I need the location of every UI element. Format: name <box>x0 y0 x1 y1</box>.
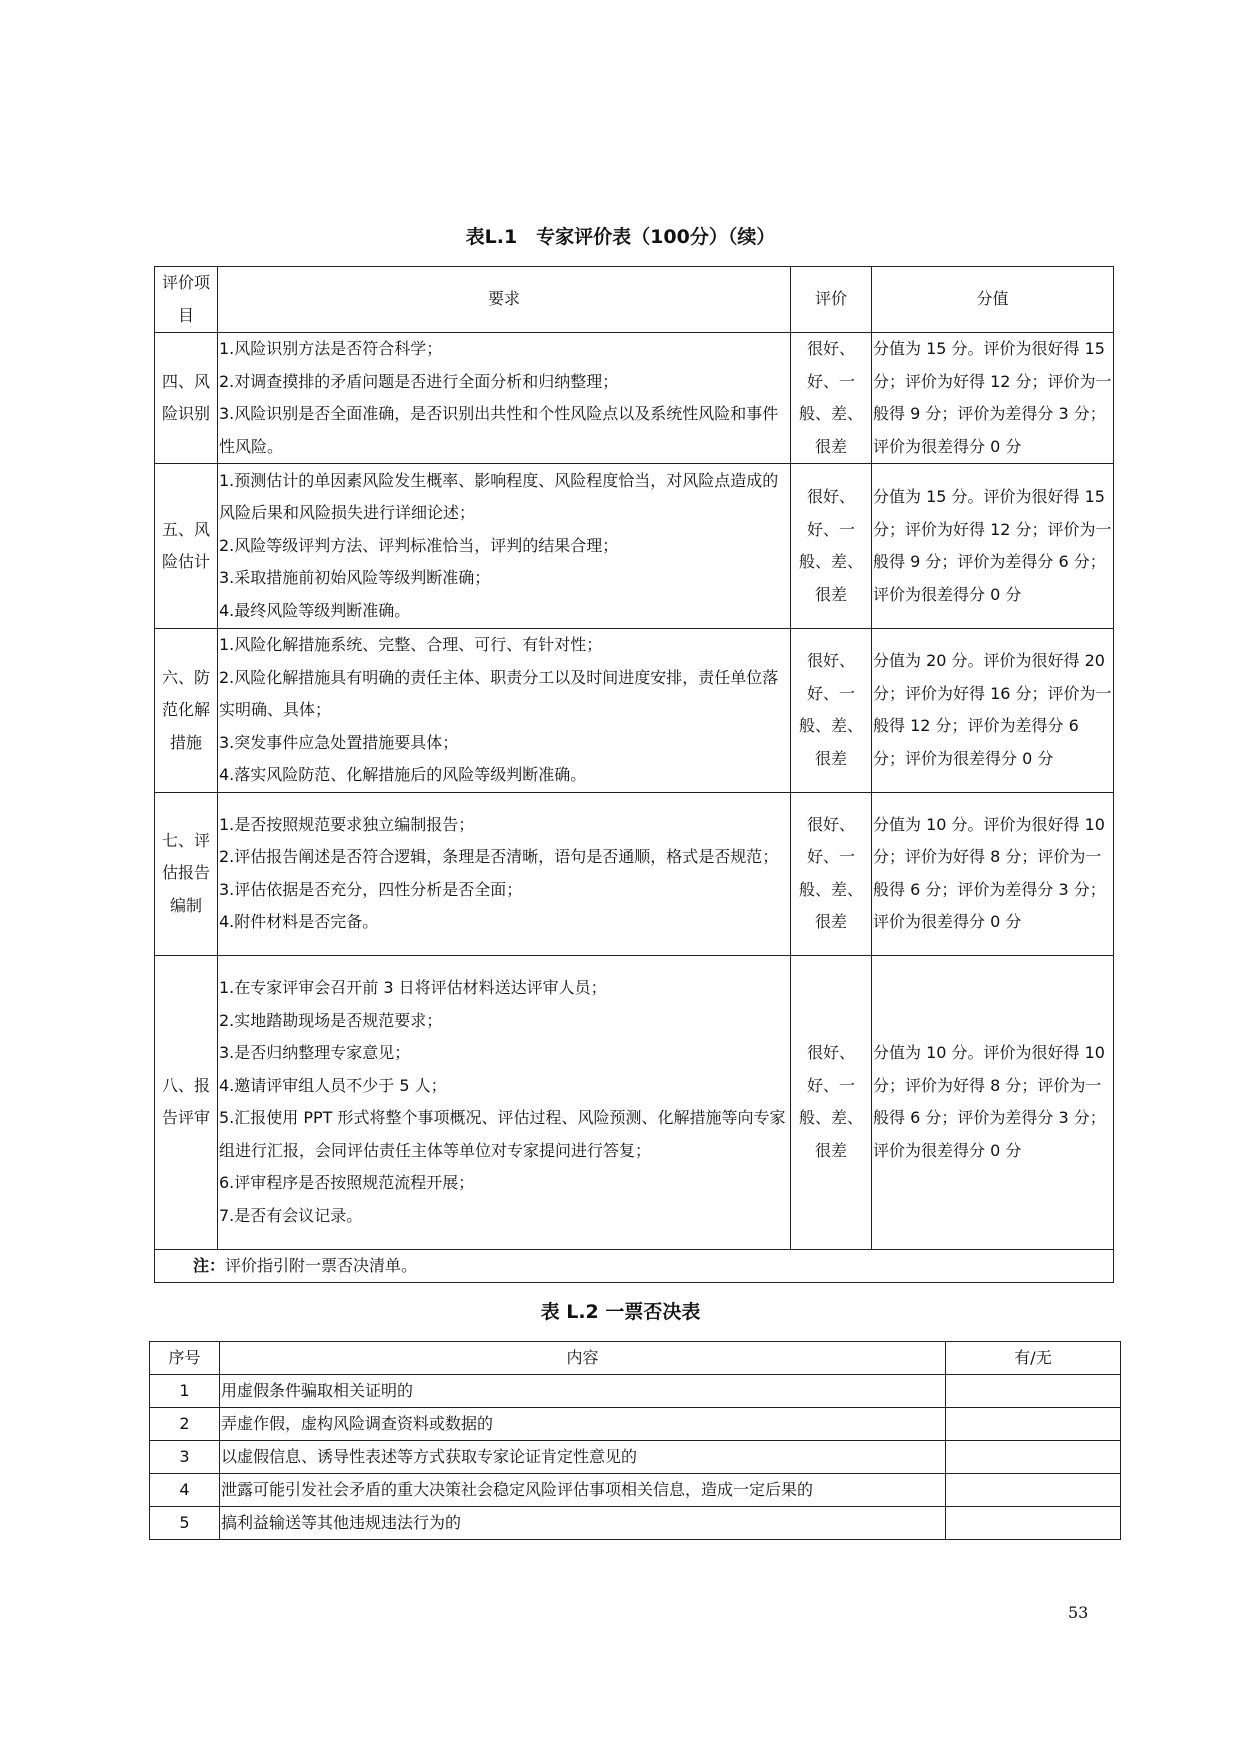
note-label: 注： <box>193 1255 226 1275</box>
row-number: 4 <box>150 1474 220 1507</box>
requirement-line: 4.最终风险等级判断准确。 <box>219 600 411 620</box>
requirement-line: 6.评审程序是否按照规范流程开展； <box>219 1173 475 1192</box>
rating-options: 很好、好、一般、差、很差 <box>791 464 872 629</box>
veto-content: 以虚假信息、诱导性表述等方式获取专家论证肯定性意见的 <box>220 1441 946 1474</box>
row-number: 2 <box>150 1408 220 1441</box>
requirement-line: 1.在专家评审会召开前 3 日将评估材料送达评审人员； <box>219 978 607 997</box>
row-number: 5 <box>150 1507 220 1540</box>
header-content: 内容 <box>220 1342 946 1375</box>
requirements-cell <box>218 955 791 1249</box>
evaluation-item: 八、报告评审 <box>155 955 218 1249</box>
requirement-line: 3.风险识别是否全面准确，是否识别出共性和个性风险点以及系统性风险和事件性风险。 <box>219 404 779 456</box>
header-rating: 评价 <box>791 267 872 333</box>
rating-options: 很好、好、一般、差、很差 <box>791 629 872 793</box>
evaluation-item: 六、防范化解措施 <box>155 629 218 793</box>
table-row <box>150 1375 1121 1408</box>
rating-options: 很好、好、一般、差、很差 <box>791 333 872 464</box>
table-header-row <box>150 1342 1121 1375</box>
veto-content: 用虚假条件骗取相关证明的 <box>220 1375 946 1408</box>
row-number: 3 <box>150 1441 220 1474</box>
table-row <box>150 1441 1121 1474</box>
requirement-line: 2.风险等级评判方法、评判标准恰当，评判的结果合理； <box>219 535 619 555</box>
score-cell: 分值为 15 分。评价为很好得 15 分；评价为好得 12 分；评价为一般得 9 分；评价为差得分 6 分；评价为很差得分 0 分 <box>872 464 1114 629</box>
evaluation-item: 七、评估报告编制 <box>155 792 218 955</box>
requirement-line: 5.汇报使用 PPT 形式将整个事项概况、评估过程、风险预测、化解措施等向专家组进行汇报，会同评估责任主体等单位对专家提问进行答复； <box>219 1108 786 1160</box>
table-row <box>150 1474 1121 1507</box>
requirement-line: 1.是否按照规范要求独立编制报告； <box>219 814 475 834</box>
note-row <box>155 1249 1114 1283</box>
header-requirements: 要求 <box>218 267 791 333</box>
requirement-line: 7.是否有会议记录。 <box>219 1205 363 1225</box>
score-cell: 分值为 15 分。评价为很好得 15 分；评价为好得 12 分；评价为一般得 9 分；评价为差得分 3 分；评价为很差得分 0 分 <box>872 333 1114 464</box>
requirements-cell <box>218 792 791 955</box>
table2-title: 表 L.2 一票否决表 <box>540 1301 701 1323</box>
table-header-row <box>155 267 1114 333</box>
requirement-line: 3.采取措施前初始风险等级判断准确； <box>219 568 491 588</box>
header-item: 评价项目 <box>155 267 218 333</box>
rating-options: 很好、好、一般、差、很差 <box>791 792 872 955</box>
header-no: 序号 <box>150 1342 220 1375</box>
table-row <box>150 1408 1121 1441</box>
requirement-line: 3.是否归纳整理专家意见； <box>219 1043 411 1062</box>
evaluation-item: 五、风险估计 <box>155 464 218 629</box>
score-cell: 分值为 10 分。评价为很好得 10 分；评价为好得 8 分；评价为一般得 6 分；评价为差得分 3 分；评价为很差得分 0 分 <box>872 955 1114 1249</box>
header-score: 分值 <box>872 267 1114 333</box>
yes-no-field[interactable] <box>946 1507 1121 1540</box>
requirements-cell <box>218 464 791 629</box>
requirement-line: 3.评估依据是否充分，四性分析是否全面； <box>219 879 523 899</box>
page-number: 53 <box>1068 1603 1089 1622</box>
table-row <box>150 1507 1121 1540</box>
table-row <box>155 333 1114 464</box>
evaluation-item: 四、风险识别 <box>155 333 218 464</box>
requirement-line: 1.风险识别方法是否符合科学； <box>219 339 443 358</box>
veto-content: 泄露可能引发社会矛盾的重大决策社会稳定风险评估事项相关信息，造成一定后果的 <box>220 1474 946 1507</box>
requirements-cell <box>218 333 791 464</box>
score-cell: 分值为 20 分。评价为很好得 20 分；评价为好得 16 分；评价为一般得 12 分；评价为差得分 6 分；评价为很差得分 0 分 <box>872 629 1114 793</box>
row-number: 1 <box>150 1375 220 1408</box>
requirement-line: 4.落实风险防范、化解措施后的风险等级判断准确。 <box>219 765 587 784</box>
table-row <box>155 955 1114 1249</box>
veto-table <box>149 1341 1121 1540</box>
requirement-line: 2.对调查摸排的矛盾问题是否进行全面分析和归纳整理； <box>219 371 619 391</box>
table-row <box>155 792 1114 955</box>
requirement-line: 4.附件材料是否完备。 <box>219 912 379 931</box>
requirements-cell <box>218 629 791 793</box>
requirement-line: 2.实地踏勘现场是否规范要求； <box>219 1010 443 1030</box>
requirement-line: 2.风险化解措施具有明确的责任主体、职责分工以及时间进度安排，责任单位落实明确、具体； <box>219 667 779 719</box>
yes-no-field[interactable] <box>946 1375 1121 1408</box>
requirement-line: 2.评估报告阐述是否符合逻辑，条理是否清晰，语句是否通顺，格式是否规范； <box>219 847 779 866</box>
yes-no-field[interactable] <box>946 1408 1121 1441</box>
table-row <box>155 464 1114 629</box>
table1-title: 表L.1 专家评价表（100分）（续） <box>465 226 776 248</box>
note-text: 评价指引附一票否决清单。 <box>225 1255 418 1275</box>
rating-options: 很好、好、一般、差、很差 <box>791 955 872 1249</box>
expert-evaluation-table <box>154 266 1114 1283</box>
score-cell: 分值为 10 分。评价为很好得 10 分；评价为好得 8 分；评价为一般得 6 分；评价为差得分 3 分；评价为很差得分 0 分 <box>872 792 1114 955</box>
veto-content: 弄虚作假，虚构风险调查资料或数据的 <box>220 1408 946 1441</box>
requirement-line: 1.预测估计的单因素风险发生概率、影响程度、风险程度恰当，对风险点造成的风险后果和风险损失进行详细论述； <box>219 470 779 523</box>
requirement-line: 4.邀请评审组人员不少于 5 人； <box>219 1075 447 1095</box>
table-row <box>155 629 1114 793</box>
yes-no-field[interactable] <box>946 1441 1121 1474</box>
header-yes-no: 有/无 <box>946 1342 1121 1375</box>
yes-no-field[interactable] <box>946 1474 1121 1507</box>
requirement-line: 3.突发事件应急处置措施要具体； <box>219 732 459 752</box>
veto-content: 搞利益输送等其他违规违法行为的 <box>220 1507 946 1540</box>
requirement-line: 1.风险化解措施系统、完整、合理、可行、有针对性； <box>219 635 603 654</box>
